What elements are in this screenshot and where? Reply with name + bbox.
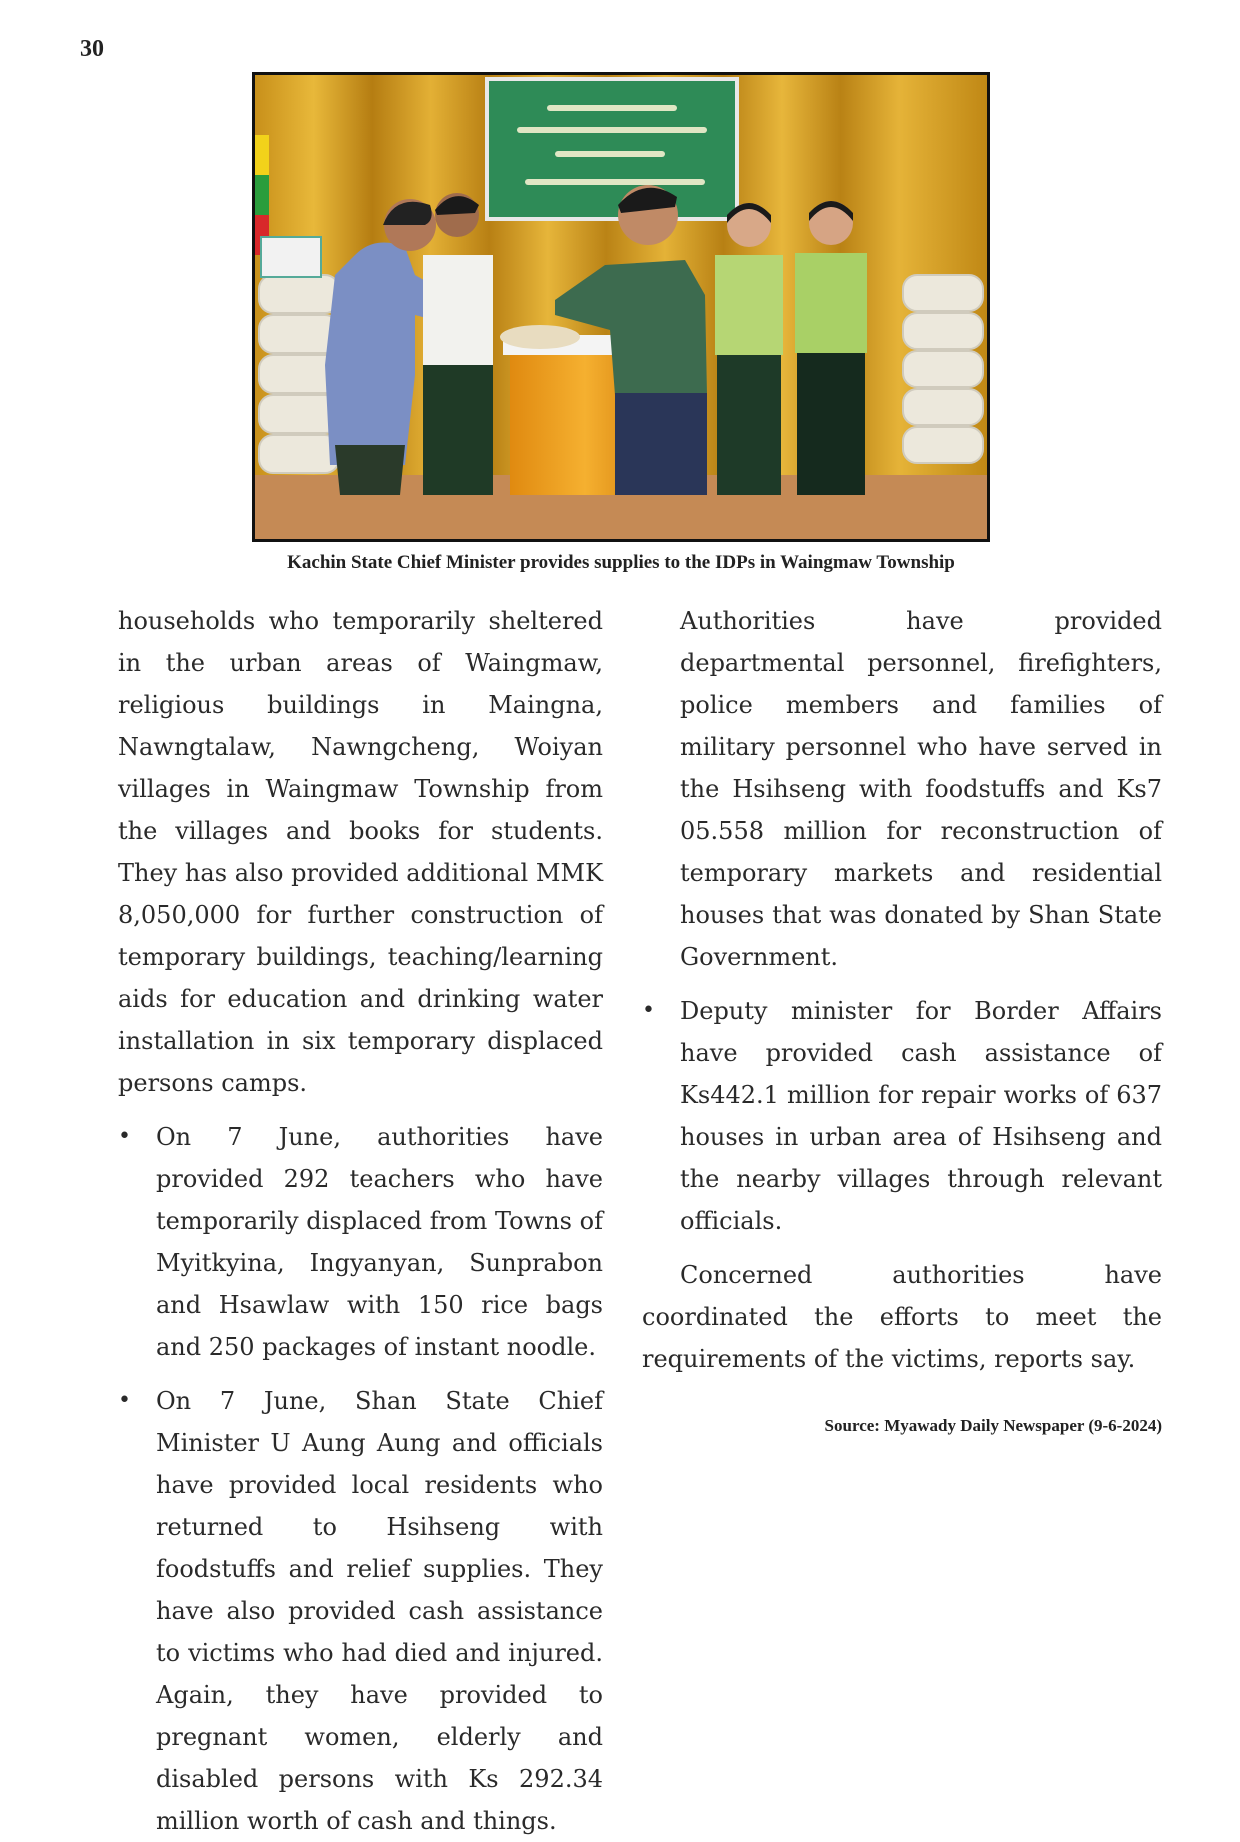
conclusion-paragraph: Concerned authorities have coordinated the efforts to meet the requirements of the victims, reports say.	[642, 1261, 1162, 1373]
photo-illustration	[255, 75, 987, 539]
right-bullet-list	[642, 990, 1162, 1242]
page-number: 30	[80, 36, 104, 62]
list-item-text: On 7 June, authorities have provided 292 teachers who have temporarily displaced from Towns of Myitkyina, Ingyanyan, Sunprabon and Hsawlaw with 150 rice bags and 250 packages of instant noodle.	[156, 1123, 603, 1361]
list-item-text: On 7 June, Shan State Chief Minister U Aung Aung and officials have provided local residents who returned to Hsihseng with foodstuffs and relief supplies. They have also provided cash assistance to victims who had died and injured. Again, they have provided to pregnant women, elderly and disabled persons with Ks 292.34 million worth of cash and things.	[156, 1387, 603, 1835]
photo-caption: Kachin State Chief Minister provides supplies to the IDPs in Waingmaw Township	[287, 552, 955, 573]
bullet-icon: •	[118, 1388, 131, 1413]
photo-ceremony-image	[252, 72, 990, 542]
left-column	[118, 600, 603, 1842]
list-item-text: Deputy minister for Border Affairs have provided cash assistance of Ks442.1 million for repair works of 637 houses in urban area of Hsihseng and the nearby villages through relevant officials.	[680, 997, 1162, 1235]
left-bullet-list	[118, 1116, 603, 1842]
list-item	[118, 1116, 603, 1368]
source-credit: Source: Myawady Daily Newspaper (9-6-2024)	[824, 1416, 1162, 1435]
list-item	[118, 1380, 603, 1842]
right-column	[642, 600, 1162, 1380]
bullet-icon: •	[642, 998, 655, 1023]
bullet-icon: •	[118, 1124, 131, 1149]
right-continuation-paragraph: Authorities have provided departmental personnel, firefighters, police members and families of military personnel who have served in the Hsihseng with foodstuffs and Ks7 05.558 million for reconstruction of temporary markets and residential houses that was donated by Shan State Government.	[680, 607, 1162, 971]
list-item	[642, 990, 1162, 1242]
left-continuation-paragraph: households who temporarily sheltered in the urban areas of Waingmaw, religious buildings in Maingna, Nawngtalaw, Nawngcheng, Woiyan villages in Waingmaw Township from the villages and books for students. They has also provided additional MMK 8,050,000 for further construction of temporary buildings, teaching/learning aids for education and drinking water installation in six temporary displaced persons camps.	[118, 607, 603, 1097]
